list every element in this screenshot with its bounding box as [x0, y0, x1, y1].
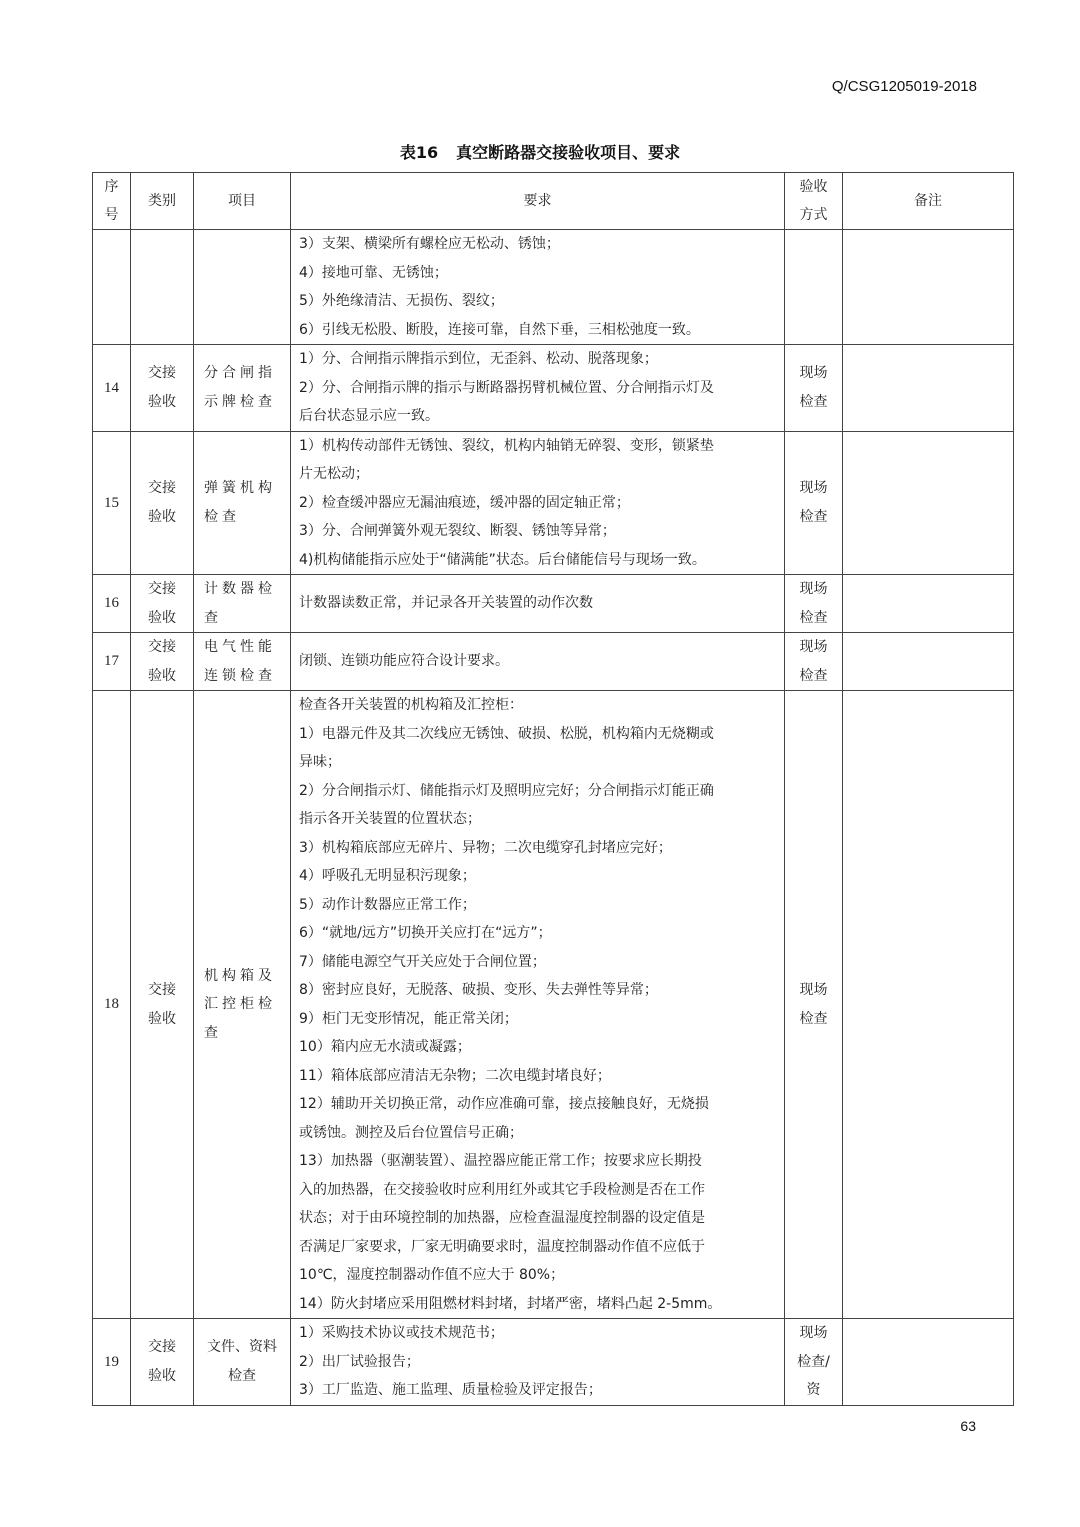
requirement-line: 4）呼吸孔无明显积污现象； — [299, 868, 476, 884]
requirement-line: 5）外绝缘清洁、无损伤、裂纹； — [299, 293, 504, 309]
row-requirements — [291, 691, 785, 1319]
header-remarks: 备注 — [843, 173, 1014, 230]
row-method: 现场检查 — [785, 575, 843, 633]
requirement-line: 1）采购技术协议或技术规范书； — [299, 1325, 504, 1341]
requirement-line: 或锈蚀。测控及后台位置信号正确； — [299, 1124, 523, 1141]
row-seq: 17 — [93, 633, 131, 691]
table-row — [93, 345, 1014, 432]
document-code: Q/CSG1205019-2018 — [831, 78, 977, 95]
table-row — [93, 691, 1014, 1319]
requirement-line: 指示各开关装置的位置状态； — [299, 811, 481, 827]
row-category: 交接验收 — [131, 1319, 194, 1406]
row-category: 交接验收 — [131, 431, 194, 575]
row-item: 计数器检查 — [194, 575, 291, 633]
row-requirements — [291, 431, 785, 575]
header-category: 类别 — [131, 173, 194, 230]
row-item: 文件、资料检查 — [194, 1319, 291, 1406]
row-seq: 14 — [93, 345, 131, 432]
requirement-line: 否满足厂家要求，厂家无明确要求时，温度控制器动作值不应低于 — [299, 1238, 705, 1255]
requirement-line: 3）分、合闸弹簧外观无裂纹、断裂、锈蚀等异常； — [299, 523, 616, 539]
row-seq — [93, 230, 131, 345]
acceptance-table — [92, 172, 1014, 1406]
table-row — [93, 230, 1014, 345]
row-method: 现场检查 — [785, 345, 843, 432]
requirement-line: 1）分、合闸指示牌指示到位，无歪斜、松动、脱落现象； — [299, 351, 658, 367]
header-seq: 序号 — [93, 173, 131, 230]
row-remarks — [843, 633, 1014, 691]
row-method: 现场检查/资 — [785, 1319, 843, 1406]
row-remarks — [843, 230, 1014, 345]
row-seq: 16 — [93, 575, 131, 633]
requirement-line: 1）机构传动部件无锈蚀、裂纹，机构内轴销无碎裂、变形，锁紧垫 — [299, 437, 714, 454]
requirement-line: 11）箱体底部应清洁无杂物；二次电缆封堵良好； — [299, 1067, 611, 1084]
requirement-line: 2）分、合闸指示牌的指示与断路器拐臂机械位置、分合闸指示灯及 — [299, 379, 714, 396]
requirement-line: 状态；对于由环境控制的加热器，应检查温湿度控制器的设定值是 — [299, 1210, 705, 1226]
table-title-text: 真空断路器交接验收项目、要求 — [456, 143, 681, 162]
row-item: 电气性能连锁检查 — [194, 633, 291, 691]
requirement-line: 9）柜门无变形情况，能正常关闭； — [299, 1010, 518, 1027]
requirement-line: 6）“就地/远方”切换开关应打在“远方”； — [299, 925, 552, 941]
row-requirements — [291, 575, 785, 633]
requirement-line: 4)机构储能指示应处于“储满能”状态。后台储能信号与现场一致。 — [299, 551, 706, 568]
requirement-line: 片无松动； — [299, 466, 369, 482]
requirement-line: 13）加热器（驱潮装置）、温控器应能正常工作；按要求应长期投 — [299, 1153, 702, 1169]
row-seq: 15 — [93, 431, 131, 575]
row-item: 分合闸指示牌检查 — [194, 345, 291, 432]
table-row — [93, 431, 1014, 575]
row-item: 弹簧机构检查 — [194, 431, 291, 575]
requirement-line: 3）机构箱底部应无碎片、异物；二次电缆穿孔封堵应完好； — [299, 839, 672, 856]
row-requirements — [291, 633, 785, 691]
row-method: 现场检查 — [785, 691, 843, 1319]
header-requirement: 要求 — [291, 173, 785, 230]
row-seq: 18 — [93, 691, 131, 1319]
row-category: 交接验收 — [131, 633, 194, 691]
row-method — [785, 230, 843, 345]
requirement-line: 8）密封应良好，无脱落、破损、变形、失去弹性等异常； — [299, 982, 658, 998]
row-item: 机构箱及汇控柜检查 — [194, 691, 291, 1319]
requirement-line: 12）辅助开关切换正常，动作应准确可靠，接点接触良好，无烧损 — [299, 1096, 709, 1112]
requirement-line: 4）接地可靠、无锈蚀； — [299, 264, 448, 281]
requirement-line: 2）分合闸指示灯、储能指示灯及照明应完好；分合闸指示灯能正确 — [299, 782, 714, 799]
requirement-line: 6）引线无松股、断股，连接可靠，自然下垂，三相松弛度一致。 — [299, 321, 700, 338]
table-row — [93, 633, 1014, 691]
requirement-line: 入的加热器，在交接验收时应利用红外或其它手段检测是否在工作 — [299, 1181, 705, 1198]
row-category: 交接验收 — [131, 691, 194, 1319]
row-method: 现场检查 — [785, 633, 843, 691]
requirement-line: 检查各开关装置的机构箱及汇控柜： — [299, 697, 523, 713]
table-row — [93, 1319, 1014, 1406]
page-number: 63 — [960, 1418, 976, 1434]
row-category — [131, 230, 194, 345]
row-method: 现场检查 — [785, 431, 843, 575]
requirement-line: 3）支架、横梁所有螺栓应无松动、锈蚀； — [299, 236, 560, 252]
requirement-line: 闭锁、连锁功能应符合设计要求。 — [299, 653, 509, 669]
row-category: 交接验收 — [131, 345, 194, 432]
table-title — [0, 140, 1080, 163]
row-item — [194, 230, 291, 345]
requirement-line: 计数器读数正常，并记录各开关装置的动作次数 — [299, 595, 593, 611]
requirement-line: 14）防火封堵应采用阻燃材料封堵，封堵严密，堵料凸起 2-5mm。 — [299, 1295, 722, 1312]
row-requirements — [291, 230, 785, 345]
row-seq: 19 — [93, 1319, 131, 1406]
requirement-line: 3）工厂监造、施工监理、质量检验及评定报告； — [299, 1382, 602, 1398]
row-requirements — [291, 1319, 785, 1406]
table-row — [93, 575, 1014, 633]
requirement-line: 2）出厂试验报告； — [299, 1353, 420, 1370]
table-number: 表16 — [399, 143, 439, 162]
requirement-line: 2）检查缓冲器应无漏油痕迹，缓冲器的固定轴正常； — [299, 494, 630, 511]
row-remarks — [843, 345, 1014, 432]
requirement-line: 1）电器元件及其二次线应无锈蚀、破损、松脱，机构箱内无烧糊或 — [299, 725, 714, 742]
header-item: 项目 — [194, 173, 291, 230]
row-remarks — [843, 1319, 1014, 1406]
row-requirements — [291, 345, 785, 432]
requirement-line: 7）储能电源空气开关应处于合闸位置； — [299, 953, 546, 970]
requirement-line: 10℃，湿度控制器动作值不应大于 80%； — [299, 1267, 565, 1283]
row-remarks — [843, 691, 1014, 1319]
header-method: 验收方式 — [785, 173, 843, 230]
row-remarks — [843, 431, 1014, 575]
requirement-line: 异味； — [299, 754, 341, 770]
requirement-line: 后台状态显示应一致。 — [299, 408, 439, 424]
row-category: 交接验收 — [131, 575, 194, 633]
requirement-line: 10）箱内应无水渍或凝露； — [299, 1039, 471, 1055]
table-header-row — [93, 173, 1014, 230]
requirement-line: 5）动作计数器应正常工作； — [299, 896, 476, 913]
row-remarks — [843, 575, 1014, 633]
